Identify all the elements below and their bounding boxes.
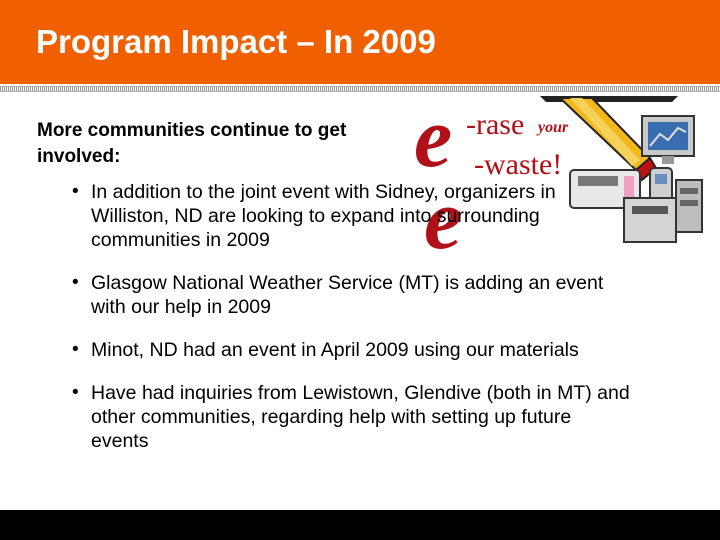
bullet-dot-icon: • [72, 181, 79, 202]
intro-text: More communities continue to get involved: [37, 120, 347, 167]
bullet-item [72, 338, 632, 362]
slide-title: Program Impact – In 2009 [36, 23, 436, 60]
bullet-text: Glasgow National Weather Service (MT) is adding an event with our help in 2009 [91, 272, 604, 318]
bullet-text: In addition to the joint event with Sidney, organizers in Williston, ND are looking to expand into surrounding communities in 2009 [91, 181, 556, 251]
logo-your-text: your [538, 119, 569, 136]
svg-text:e: e [414, 89, 453, 185]
footer-bar [0, 512, 720, 540]
bullet-list [72, 180, 632, 472]
svg-text:e: e [424, 171, 463, 253]
logo-waste-text: -waste! [474, 148, 563, 181]
bullet-dot-icon: • [72, 339, 79, 360]
bullet-dot-icon: • [72, 382, 79, 403]
title-bar [0, 0, 720, 84]
bullet-text: Minot, ND had an event in April 2009 using our materials [91, 339, 579, 361]
logo-rase-text: -rase [466, 108, 525, 141]
bullet-item [72, 381, 632, 453]
bullet-item [72, 271, 632, 319]
bullet-item [72, 180, 632, 252]
bullet-text: Have had inquiries from Lewistown, Glendive (both in MT) and other communities, regarding help with setting up future events [91, 382, 630, 452]
bullet-dot-icon: • [72, 272, 79, 293]
